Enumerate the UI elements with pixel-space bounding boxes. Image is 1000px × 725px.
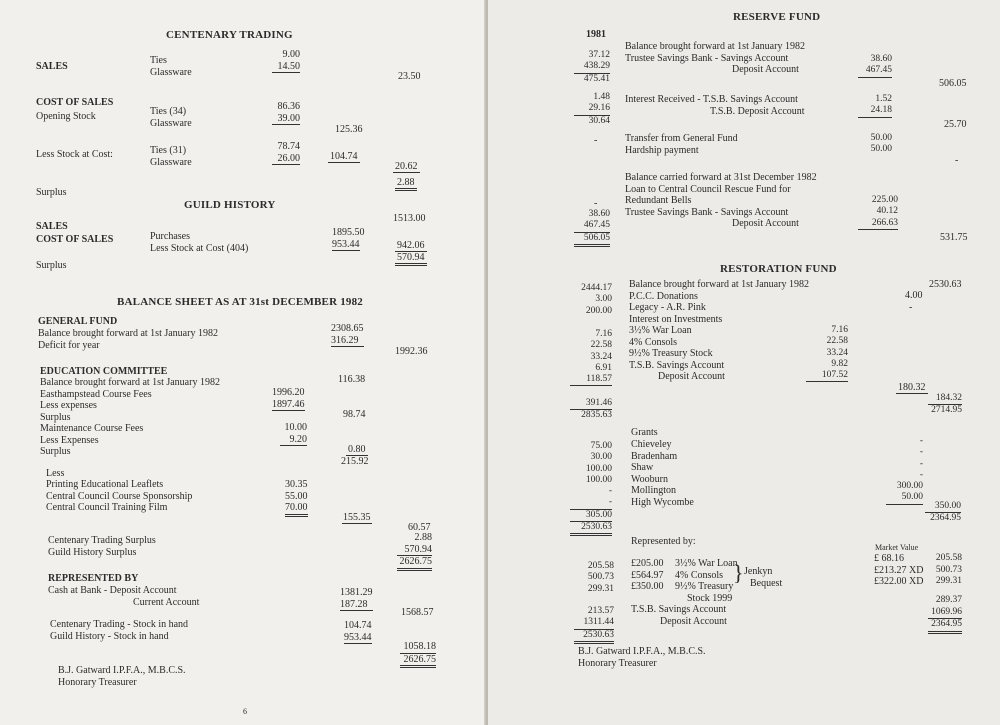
surplus-lines — [48, 535, 156, 558]
jenkyn-line: Bequest — [750, 577, 783, 589]
rep-amounts-a — [928, 553, 962, 588]
balance-sheet-title: BALANCE SHEET AS AT 31st DECEMBER 1982 — [117, 296, 363, 308]
cash-amounts — [340, 587, 373, 611]
grants-prior — [570, 441, 612, 536]
reserve-amount: 225.00 — [871, 195, 898, 205]
grants-label: Grants — [631, 427, 658, 438]
education-total: 215.92 — [341, 456, 369, 467]
rep-nominals — [631, 558, 664, 593]
stock-amount: 953.44 — [344, 631, 372, 643]
opening-stock-label: Opening Stock — [36, 111, 96, 122]
reserve-line: Trustee Savings Bank - Savings Account — [625, 52, 789, 64]
education-expense: 1897.46 — [272, 398, 305, 410]
page-number: 6 — [243, 707, 247, 716]
rep-line: T.S.B. Savings Account — [631, 604, 727, 615]
represented-by-label: Represented by: — [631, 536, 696, 547]
restoration-legacy: - — [909, 302, 913, 313]
restoration-prior: 200.00 — [585, 305, 612, 316]
surplus-amount: 570.94 — [397, 544, 432, 557]
sales-amount: 14.50 — [272, 61, 300, 74]
reserve-prior: 506.05 — [574, 233, 610, 247]
interest-item: 22.58 — [826, 336, 848, 347]
reserve-int-total: 25.70 — [944, 119, 967, 130]
less-amount: 78.74 — [277, 141, 300, 152]
reserve-cf-lines — [625, 172, 817, 230]
rep-prior: 1311.44 — [574, 617, 614, 629]
rep-prior: 205.58 — [587, 561, 614, 571]
guild-less-stock: 953.44 — [332, 239, 360, 250]
education-surplus1: 98.74 — [343, 409, 366, 420]
represented-by-title: REPRESENTED BY — [48, 573, 139, 584]
restoration-line: Interest on Investments — [629, 313, 723, 325]
restoration-sub: 184.32 — [928, 393, 962, 405]
restoration-prior: 391.46 — [570, 398, 612, 410]
rep-nominal: £205.00 — [631, 558, 664, 569]
restoration-prior-a — [570, 283, 612, 317]
surplus-label: Surplus — [36, 187, 67, 198]
restoration-donations: 4.00 — [905, 290, 923, 301]
opening-item: Ties (34) — [150, 106, 187, 117]
represented-totals — [400, 641, 436, 668]
grant-amount: - — [919, 447, 923, 458]
grants-amounts — [886, 436, 923, 505]
education-bf: 116.38 — [338, 374, 366, 385]
restoration-subtotals — [928, 393, 962, 417]
surplus-line: Centenary Trading Surplus — [48, 535, 156, 546]
maintenance-fee: 10.00 — [284, 422, 307, 433]
education-surplus2: 0.80 — [348, 444, 366, 455]
less-stock-label: Less Stock at Cost: — [36, 149, 113, 160]
restoration-fund-title: RESTORATION FUND — [720, 263, 837, 275]
reserve-amount: 24.18 — [858, 105, 892, 117]
reserve-line: Deposit Account — [732, 64, 799, 75]
general-fund-title: GENERAL FUND — [38, 316, 118, 327]
reserve-amount: 266.63 — [858, 218, 898, 230]
grants-totals — [925, 501, 961, 525]
reserve-prior-a — [574, 50, 610, 85]
education-line: Less Expenses — [40, 434, 99, 446]
restoration-line: T.S.B. Savings Account — [629, 359, 725, 371]
left-signature — [58, 665, 186, 688]
grant-prior: 75.00 — [590, 441, 612, 451]
reserve-prior: 467.45 — [574, 220, 610, 232]
rep-prior: 213.57 — [587, 606, 614, 616]
rep-line: Stock 1999 — [687, 592, 733, 604]
stock-line: Guild History - Stock in hand — [50, 630, 169, 642]
general-fund-lines — [38, 328, 218, 351]
rep-nominal: £564.97 — [631, 569, 664, 581]
sales-item: Glassware — [150, 66, 192, 78]
interest-item: 33.24 — [826, 347, 848, 358]
restoration-interest-items — [806, 325, 848, 382]
interest-item: 7.16 — [831, 325, 848, 335]
rep-lines — [675, 558, 738, 604]
restoration-line: P.C.C. Donations — [629, 290, 698, 302]
current-account-label: Current Account — [133, 597, 200, 608]
less-line: Central Council Training Film — [46, 502, 168, 513]
grants-total: 350.00 — [925, 501, 961, 513]
reserve-amount: 1.52 — [875, 94, 892, 104]
sales-amount: 9.00 — [282, 49, 300, 60]
reserve-prior: 30.64 — [588, 115, 610, 126]
grant-prior: - — [608, 486, 612, 497]
restoration-line: 9½% Treasury Stock — [629, 348, 713, 359]
rep-tsb-lines — [631, 604, 727, 627]
centenary-trading-title: CENTENARY TRADING — [166, 29, 293, 41]
guild-surplus-label: Surplus — [36, 260, 67, 271]
reserve-bf-total: 506.05 — [939, 78, 967, 89]
rep-prior: 2530.63 — [574, 630, 614, 644]
less-total: 155.35 — [343, 512, 371, 523]
right-page — [488, 0, 1000, 725]
reserve-prior: 1.48 — [593, 92, 610, 102]
rep-amount: 1069.96 — [928, 607, 962, 620]
reserve-fund-title: RESERVE FUND — [733, 11, 821, 23]
education-line: Maintenance Course Fees — [40, 423, 144, 434]
less-net: 60.57 — [408, 522, 431, 533]
stock-line: Centenary Trading - Stock in hand — [50, 619, 189, 630]
maintenance-amounts — [280, 422, 307, 446]
treasurer-name: B.J. Gatward I.P.F.A., M.B.C.S. — [58, 665, 186, 676]
rep-nominal: £350.00 — [631, 581, 664, 592]
rep-prior-b — [574, 606, 614, 644]
cash-total: 1568.57 — [401, 607, 434, 618]
market-value: £213.27 XD — [874, 564, 924, 576]
opening-amounts — [272, 101, 300, 125]
reserve-line: Hardship payment — [625, 144, 699, 156]
reserve-amount: 467.45 — [858, 65, 892, 77]
grant-amount: - — [919, 436, 923, 446]
grant-name: Shaw — [631, 462, 654, 473]
jenkyn-line: Jenkyn — [744, 566, 773, 577]
reserve-line: Balance carried forward at 31st December 1982 — [625, 172, 817, 183]
sales-total: 23.50 — [398, 71, 421, 82]
rep-amount: 500.73 — [935, 564, 962, 575]
grant-name: High Wycombe — [631, 496, 694, 508]
treasurer-title: Honorary Treasurer — [58, 676, 137, 688]
treasurer-title: Honorary Treasurer — [578, 657, 657, 669]
market-value: £322.00 XD — [874, 576, 924, 587]
reserve-transfer-amounts — [858, 133, 892, 156]
reserve-cf-amounts — [858, 195, 898, 230]
less-amount: 30.35 — [285, 479, 308, 490]
grants-list — [631, 439, 694, 508]
restoration-line: Legacy - A.R. Pink — [629, 302, 706, 313]
grant-amount: - — [919, 469, 923, 480]
education-line: Balance brought forward at 1st January 1982 — [40, 377, 220, 388]
surplus-line: Guild History Surplus — [48, 546, 137, 558]
restoration-line: 3½% War Loan — [629, 325, 692, 336]
restoration-prior-b — [570, 329, 612, 386]
education-line: Less expenses — [40, 400, 97, 411]
restoration-line: Deposit Account — [658, 371, 725, 382]
restoration-prior: 2444.17 — [581, 283, 612, 293]
restoration-line: Balance brought forward at 1st January 1982 — [629, 279, 809, 290]
rep-prior-a — [574, 561, 614, 595]
reserve-amount: 38.60 — [870, 54, 892, 64]
education-line: Surplus — [40, 411, 71, 423]
market-value-label: Market Value — [875, 543, 919, 552]
reserve-line: Interest Received - T.S.B. Savings Account — [625, 94, 798, 105]
sales-item: Ties — [150, 55, 167, 66]
sales-items — [150, 55, 192, 78]
grant-amount: 300.00 — [896, 481, 923, 492]
rep-amount: 299.31 — [935, 576, 962, 586]
right-signature — [578, 646, 706, 669]
rep-amount: 205.58 — [935, 553, 962, 563]
grant-amount: 50.00 — [886, 492, 923, 504]
reserve-line: Balance brought forward at 1st January 1982 — [625, 41, 805, 52]
market-values — [874, 553, 923, 588]
opening-amount: 86.36 — [277, 101, 300, 112]
general-fund-amount: 316.29 — [331, 335, 364, 348]
reserve-prior: 475.41 — [583, 73, 610, 84]
education-line: Easthampstead Course Fees — [40, 388, 152, 400]
grant-prior: 2530.63 — [570, 522, 612, 536]
restoration-balance: 2364.95 — [930, 513, 961, 524]
rep-line: 4% Consols — [675, 569, 724, 581]
opening-amount: 39.00 — [272, 113, 300, 126]
guild-cos-label: COST OF SALES — [36, 234, 114, 245]
education-line: Surplus — [40, 446, 71, 457]
prior-year-label: 1981 — [586, 29, 606, 40]
market-value: £ 68.16 — [874, 553, 904, 564]
less-line: Central Council Course Sponsorship — [46, 490, 193, 502]
purchases-label: Purchases — [150, 231, 190, 242]
restoration-bf: 2530.63 — [929, 279, 962, 290]
education-title: EDUCATION COMMITTEE — [40, 366, 168, 377]
grant-prior: 30.00 — [590, 452, 612, 463]
reserve-bf-amounts — [858, 54, 892, 78]
grant-prior: 100.00 — [585, 463, 612, 474]
general-fund-amount: 2308.65 — [331, 323, 364, 334]
reserve-line: Trustee Savings Bank - Savings Account — [625, 206, 789, 218]
restoration-prior-c — [570, 398, 612, 422]
surplus-amount: 2.88 — [414, 532, 432, 543]
grant-name: Mollington — [631, 485, 677, 496]
general-fund-line: Balance brought forward at 1st January 1982 — [38, 328, 218, 339]
restoration-prior: 6.91 — [595, 362, 612, 373]
stock-total: 1058.18 — [400, 641, 436, 654]
rep-prior: 299.31 — [587, 583, 614, 594]
treasurer-name: B.J. Gatward I.P.F.A., M.B.C.S. — [578, 646, 706, 657]
opening-item: Glassware — [150, 117, 192, 129]
rep-amount: 289.37 — [935, 595, 962, 605]
guild-net-cost: 942.06 — [397, 240, 425, 251]
general-fund-line: Deficit for year — [38, 339, 100, 351]
restoration-prior: 118.57 — [570, 374, 612, 386]
reserve-interest-lines — [625, 94, 805, 117]
reserve-prior-c — [574, 209, 610, 247]
guild-less-stock-label: Less Stock at Cost (404) — [150, 243, 249, 254]
restoration-prior: 2835.63 — [581, 410, 612, 421]
left-page — [0, 0, 486, 725]
reserve-line: Loan to Central Council Rescue Fund for — [625, 183, 791, 195]
stock-amounts — [344, 620, 372, 644]
grant-name: Wooburn — [631, 473, 668, 485]
rep-line: 3½% War Loan — [675, 558, 738, 569]
less-items — [150, 145, 192, 168]
less-amounts-col — [285, 479, 308, 517]
rep-brace: } — [733, 560, 744, 585]
rep-line: Deposit Account — [660, 615, 727, 627]
guild-sales-label: SALES — [36, 221, 68, 232]
reserve-line: Redundant Bells — [625, 195, 692, 206]
reserve-transfer-lines — [625, 133, 738, 156]
reserve-prior-dash: - — [594, 135, 598, 146]
grant-name: Chieveley — [631, 439, 672, 450]
reserve-prior: 29.16 — [574, 103, 610, 115]
stock-amount: 104.74 — [344, 620, 372, 631]
restoration-prior: 22.58 — [590, 340, 612, 351]
rep-prior: 500.73 — [587, 572, 614, 583]
reserve-amount: 40.12 — [876, 206, 898, 217]
guild-sales-total: 1513.00 — [393, 213, 426, 224]
reserve-line: Transfer from General Fund — [625, 133, 738, 144]
less-lines — [46, 479, 192, 514]
reserve-dash: - — [955, 155, 959, 166]
reserve-prior: 438.29 — [574, 61, 610, 73]
restoration-interest-total: 180.32 — [898, 382, 926, 393]
cost-of-sales-label: COST OF SALES — [36, 97, 114, 108]
grand-total: 2626.75 — [400, 654, 436, 669]
restoration-total: 2714.95 — [931, 405, 962, 416]
guild-history-title: GUILD HISTORY — [184, 199, 276, 211]
reserve-amount: 50.00 — [870, 133, 892, 143]
stock-lines — [50, 619, 188, 642]
general-fund-amounts — [331, 323, 364, 347]
reserve-cf-total: 531.75 — [940, 232, 968, 243]
restoration-prior: 33.24 — [590, 351, 612, 362]
grant-prior: 100.00 — [585, 474, 612, 485]
grant-prior: 305.00 — [570, 510, 612, 522]
opening-items — [150, 106, 192, 129]
less-total: 104.74 — [330, 151, 358, 162]
rep-amounts-b — [928, 595, 962, 634]
sales-amounts — [272, 49, 300, 73]
purchases-amount: 1895.50 — [332, 227, 365, 238]
reserve-line: Deposit Account — [732, 218, 799, 229]
restoration-prior: 7.16 — [595, 329, 612, 339]
reserve-prior-b — [574, 92, 610, 127]
reserve-prior: 38.60 — [588, 209, 610, 219]
reserve-prior: 37.12 — [588, 50, 610, 60]
sales-label: SALES — [36, 61, 68, 72]
rep-amount: 2364.95 — [928, 619, 962, 634]
reserve-prior-dash: - — [594, 198, 598, 209]
maintenance-expense: 9.20 — [280, 434, 307, 447]
opening-total: 125.36 — [335, 124, 363, 135]
cost-net: 20.62 — [395, 161, 418, 172]
less-line: Printing Educational Leaflets — [46, 479, 164, 490]
education-fees — [272, 387, 305, 411]
centenary-surplus: 2.88 — [395, 177, 417, 191]
surplus-total: 2626.75 — [397, 556, 432, 571]
interest-item: 9.82 — [831, 358, 848, 369]
grant-amount: - — [919, 458, 923, 469]
jenkyn-bequest — [744, 566, 782, 589]
restoration-lines — [629, 279, 809, 383]
reserve-bf-lines — [625, 41, 805, 76]
interest-item: 107.52 — [806, 370, 848, 382]
reserve-int-amounts — [858, 94, 892, 118]
reserve-line: T.S.B. Deposit Account — [710, 105, 805, 117]
less-amount: 55.00 — [285, 490, 308, 502]
grant-prior: - — [570, 497, 612, 509]
less-item: Glassware — [150, 156, 192, 168]
education-fee: 1996.20 — [272, 387, 305, 398]
cash-current: 187.28 — [340, 599, 373, 612]
guild-surplus: 570.94 — [395, 252, 427, 266]
surplus-amounts — [397, 532, 432, 571]
less-label: Less — [46, 468, 65, 479]
restoration-line: 4% Consols — [629, 336, 678, 348]
rep-line: 9½% Treasury — [675, 581, 734, 592]
less-item: Ties (31) — [150, 145, 187, 156]
general-fund-total: 1992.36 — [395, 346, 428, 357]
restoration-prior: 3.00 — [595, 294, 612, 305]
less-amounts — [272, 141, 300, 165]
education-lines — [40, 377, 220, 458]
less-amount: 26.00 — [272, 153, 300, 166]
cash-deposit: 1381.29 — [340, 587, 373, 598]
cash-deposit-label: Cash at Bank - Deposit Account — [48, 585, 177, 596]
grant-name: Bradenham — [631, 450, 678, 462]
reserve-amount: 50.00 — [870, 144, 892, 155]
less-amount: 70.00 — [285, 502, 308, 517]
